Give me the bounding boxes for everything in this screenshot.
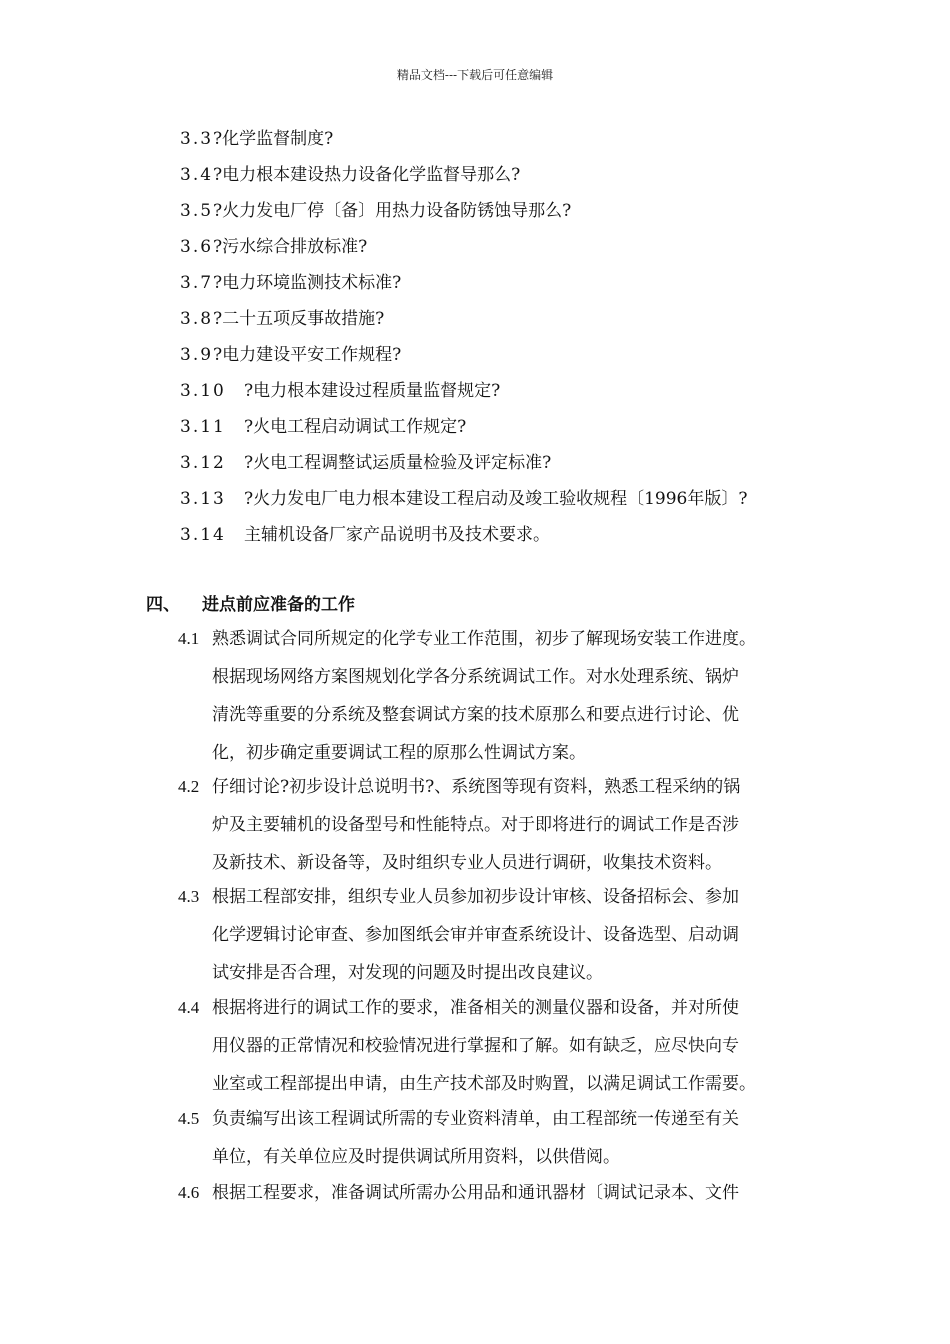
paragraph — [178, 1104, 818, 1180]
reference-text: ?二十五项反事故措施? — [213, 309, 385, 329]
reference-number: 3.4 — [180, 165, 214, 185]
reference-item — [180, 412, 748, 448]
reference-item — [180, 124, 748, 160]
paragraph-number: 4.6 — [178, 1183, 200, 1202]
paragraph-text: 根据将进行的调试工作的要求，准备相关的测量仪器和设备，并对所使 — [212, 998, 739, 1018]
paragraph-number: 4.1 — [178, 629, 200, 648]
reference-text: ?火力发电厂电力根本建设工程启动及竣工验收规程〔1996年版〕? — [244, 489, 748, 509]
paragraph-line: 业室或工程部提出申请，由生产技术部及时购置，以满足调试工作需要。 — [212, 1074, 756, 1094]
reference-text: ?电力环境监测技术标准? — [213, 273, 402, 293]
paragraph-line: 化，初步确定重要调试工程的原那么性调试方案。 — [212, 743, 586, 763]
reference-text: ?电力根本建设过程质量监督规定? — [244, 381, 501, 401]
reference-number: 3.5 — [180, 201, 214, 221]
reference-text: ?火电工程启动调试工作规定? — [244, 417, 467, 437]
paragraph-line: 及新技术、新设备等，及时组织专业人员进行调研，收集技术资料。 — [212, 853, 722, 873]
reference-number: 3.11 — [180, 417, 226, 437]
paragraph-number: 4.4 — [178, 998, 200, 1017]
reference-item — [180, 484, 748, 520]
reference-number: 3.9 — [180, 345, 214, 365]
paragraph-text: 熟悉调试合同所规定的化学专业工作范围，初步了解现场安装工作进度。 — [212, 629, 756, 649]
paragraph-line — [178, 882, 818, 920]
reference-number: 3.7 — [180, 273, 214, 293]
paragraph-line — [178, 624, 818, 662]
reference-item — [180, 196, 748, 232]
reference-item — [180, 160, 748, 196]
paragraph — [178, 624, 818, 776]
reference-item — [180, 340, 748, 376]
paragraph-text: 仔细讨论?初步设计总说明书?、系统图等现有资料，熟悉工程采纳的锅 — [212, 777, 741, 797]
reference-number: 3.10 — [180, 381, 226, 401]
reference-text: ?污水综合排放标准? — [213, 237, 368, 257]
reference-text: ?电力建设平安工作规程? — [213, 345, 402, 365]
paragraph-line: 用仪器的正常情况和校验情况进行掌握和了解。如有缺乏，应尽快向专 — [212, 1036, 739, 1056]
reference-number: 3.13 — [180, 489, 226, 509]
reference-text: ?化学监督制度? — [213, 129, 334, 149]
paragraph — [178, 772, 818, 886]
reference-item — [180, 268, 748, 304]
paragraph-number: 4.3 — [178, 887, 200, 906]
section-title: 进点前应准备的工作 — [202, 595, 355, 615]
paragraph — [178, 1178, 818, 1216]
paragraph-line — [178, 772, 818, 810]
reference-number: 3.3 — [180, 129, 214, 149]
paragraph-line — [178, 1178, 818, 1216]
reference-text: 主辅机设备厂家产品说明书及技术要求。 — [244, 525, 550, 545]
reference-number: 3.12 — [180, 453, 226, 473]
paragraph — [178, 882, 818, 996]
paragraph-line: 试安排是否合理，对发现的问题及时提出改良建议。 — [212, 963, 603, 983]
paragraph-line: 清洗等重要的分系统及整套调试方案的技术原那么和要点进行讨论、优 — [212, 705, 739, 725]
reference-list — [180, 124, 748, 556]
paragraph-number: 4.5 — [178, 1109, 200, 1128]
paragraph-line — [178, 993, 818, 1031]
paragraph-line: 单位，有关单位应及时提供调试所用资料，以供借阅。 — [212, 1147, 620, 1167]
reference-item — [180, 304, 748, 340]
reference-item — [180, 376, 748, 412]
reference-text: ?火力发电厂停〔备〕用热力设备防锈蚀导那么? — [213, 201, 572, 221]
reference-number: 3.8 — [180, 309, 214, 329]
paragraph-text: 根据工程部安排，组织专业人员参加初步设计审核、设备招标会、参加 — [212, 887, 739, 907]
reference-item — [180, 520, 748, 556]
paragraph-line: 炉及主要辅机的设备型号和性能特点。对于即将进行的调试工作是否涉 — [212, 815, 739, 835]
reference-number: 3.14 — [180, 525, 226, 545]
paragraph-line: 根据现场网络方案图规划化学各分系统调试工作。对水处理系统、锅炉 — [212, 667, 739, 687]
paragraph — [178, 993, 818, 1107]
reference-number: 3.6 — [180, 237, 214, 257]
paragraph-line: 化学逻辑讨论审查、参加图纸会审并审查系统设计、设备选型、启动调 — [212, 925, 739, 945]
reference-item — [180, 448, 748, 484]
reference-text: ?火电工程调整试运质量检验及评定标准? — [244, 453, 552, 473]
paragraph-line — [178, 1104, 818, 1142]
paragraph-text: 负责编写出该工程调试所需的专业资料清单，由工程部统一传递至有关 — [212, 1109, 739, 1129]
paragraph-number: 4.2 — [178, 777, 200, 796]
section-heading — [146, 590, 355, 615]
paragraph-text: 根据工程要求，准备调试所需办公用品和通讯器材〔调试记录本、文件 — [212, 1183, 739, 1203]
reference-text: ?电力根本建设热力设备化学监督导那么? — [213, 165, 521, 185]
reference-item — [180, 232, 748, 268]
page-header: 精品文档---下载后可任意编辑 — [396, 68, 554, 82]
section-number: 四、 — [146, 595, 180, 615]
